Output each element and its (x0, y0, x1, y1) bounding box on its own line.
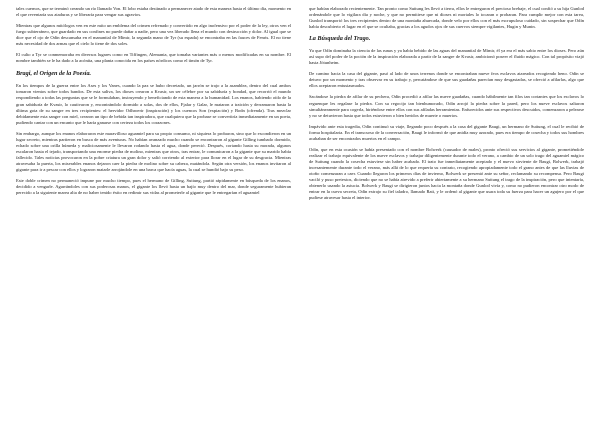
section-heading: La Búsqueda del Trago. (309, 35, 371, 43)
paragraph: Sacándose la piedra de afilar de su pechera, Odín procedió a afilar las nueve guadañas, cuando hábilmente tan filos tan cortantes que los esclavos lo reguenque les regalase la piedra. Con su regocijo tan bienhumorado, Odín arrojó la piedra sobre la pared, pero los nueve esclavos saltaron simultáneamente para cogerla, hiriéndose entre ellos con sus afiladas herramientas. Enfurecidos ante sus respectivos descuidos, comenzaron a pelearse y no se detuvieron hasta que todos estuvieron o bien heridos de muerte o muertos. (309, 94, 584, 118)
paragraph: El culto a Tyr se conmemoraba en diversos lugares como en Tiffingen, Alemania, que tomaba variantes más o menos modificadas en su nombre. El nombre también se le ha dado a la acónita, una planta conocida en los países nórdicos como el timón de Tyr. (16, 52, 291, 64)
paragraph: tales cuernos, que se terminó creando un río llamado Von. El lobo estaba destinado a permanecer atado de esta manera hasta el último día, momento en el que reventaría sus ataduras y se liberaría para vengar sus agravios. (16, 6, 291, 18)
section-heading: Bragi, el Origen de la Poesía. (16, 70, 92, 78)
paragraph: Sin embargo, aunque los enanos elaboraron este maravilloso aguamiel para su propio consumo, ni siquiera lo probaron, sino que lo escondieron en un lugar secreto, mientras partieron en busca de más aventuras. No habían avanzado mucho cuando se encontraron al gigante Gilling tumbado dormido, echado sobre una orilla húmeda y maliciosamente le llevaron rodando hasta el agua, donde pereció. Después, cortando hasta su morada, algunos escalaron hasta el tejado, transportando una enorme piedra de molino, mientras que otros, tras entrar, le comunicaron a la gigante que su marido había fallecido. Tales noticias provocaron en la pobre criatura un gran dolor y salió corriendo al exterior para llorar en el lugar de su desgracia. Mientras atravesaba la puerta, los miserables enanos dejaron caer la piedra de molino sobre su cabeza, matándola. Según otra versión, los enanos invitaron al gigante para ir a pescar con ellos y lograron matarle arrojándole en una barca que hacía aguas, la cual se hundió bajo su peso. (16, 130, 291, 172)
paragraph: Mientras que algunos mitólogos ven en este mito un emblema del crimen refrenado y convertido en algo inofensivo por el poder de la ley, otros ven el fuego subterráneo, que guardado en sus confines no puede dañar a nadie, pero una vez liberado llena el mundo con destrucción y dolor. Al igual que se dice que el ojo de Odín descansaba en el manantial de Mímir, la segunda mano de Tyr (su espada) se encontraba en las fauces de Fenris. El no tiene más necesidad de dos armas que el cielo lo tiene de dos soles. (16, 23, 291, 47)
paragraph: En los tiempos de la guerra entre los Ases y los Vanes, cuando la paz se hubo decretado, un jarrón se trajo a la asamblea, dentro del cual ambos tomaron vientos sobre todos bandos. De esta saliva, los dioses crearon a Kvasir, un ser célebre por su sabiduría y bondad, que recorrió el mundo respondiendo a todas las preguntas que se le formulaban, instruyendo y beneficiando de esta manera a la humanidad. Los enanos, habiendo oído de la gran sabiduría de Kvasir, lo cautivaron y, encontrándolo dormido a solas, dos de ellos, Fjalar y Galar, le mataron a traición y derramaron hasta la última gota de su sangre en tres recipientes: el hervidor Odhroerir (inspiración) y los cuencos Son (expiación) y Bodn (ofrenda). Tras mezclar debidamente esta sangre con miel, crearon un tipo de bebida tan inspiradora, que cualquiera que la probase se convertiría inmediatamente en un poeta, pudiendo cantar con un encanto que le haría ganarse con certeza todos los corazones. (16, 83, 291, 125)
paragraph: Ya que Odín dominaba la ciencia de las runas y ya había bebido de las aguas del manantial de Mímir, él ya era el más sabio entre los dioses. Pero aún así supo del poder de la poción de la inspiración elaborada a partir de la sangre de Kvasir, ambicionó poseer el fluido mágico. Con tal propósito viajó hasta Jötunheim. (309, 48, 584, 66)
left-column (16, 6, 291, 420)
right-column (309, 6, 584, 420)
paragraph: Impávido ante esta tragedia, Odín continuó su viaje, llegando poco después a la casa del gigante Baugi, un hermano de Suttung, el cual le recibió de forma hospitalaria. En el transcurso de la conversación, Baugi le informó de que anidía muy azorado, pues era tiempo de cosecha y todos sus hombres acababan de ser encontrados muertos en el campo. (309, 123, 584, 141)
paragraph: que habían elaborado recientemente. Tan pronto como Suttung les llevó a tierra, ellos le entregaron el precioso brebaje, el cual confió a su hija Gunlod ordenándole que lo vigilara día y noche, y que no permitiese que ni dioses ni mortales lo tocaran o probaran. Para cumplir mejor con esta tarea, Gunlod transportó los tres recipientes dentro de una montaña ahuecada, donde velo por ellos con el más escrupuloso cuidado, sin sospechar que Odín había descubierto el lugar en el que se ocultaba, gracias a los agudos ojos de sus cuervos siempre vigilantes, Hugin y Munin. (309, 6, 584, 30)
paragraph: Este doble crimen no permaneció impune por mucho tiempo, pues el hermano de Gilling, Suttung, partió rápidamente en búsqueda de los enanos, decidido a vengarle. Agarrándoles con sus poderosas manos, el gigante los llevó hasta un bajío muy dentro del mar, donde seguramente hubieran perecido a la siguiente marea alta de no haber tenido éxito en redimir sus vidas al prometerle al gigante que le entregarían el aguamiel (16, 178, 291, 196)
paragraph: De camino hacia la casa del gigante, pasó al lado de unos terrenos donde se encontraban nueve feos esclavos atareados recogiendo heno. Odín se detuvo por un momento y tras observar en su trabajo y, percatándose de que sus guadañas parecían muy desgastadas, se ofreció a afilarlas, algo que ellos aceptaron entusiasmados. (309, 71, 584, 89)
paragraph: Odín, que en esta ocasión se había presentado con el nombre Bolwerk (causador de males), pronto ofreció sus servicios al gigante, prometiéndole realizar el trabajo equivalente de los nueve esclavos y trabajar diligentemente durante todo el verano, a cambio de un solo trago del aguamiel mágico de Suttung cuando la cosecha estuviese sin haber acabado. El trato fue inmediatamente aceptado y el nuevo sirviente de Baugi, Bolwerk, trabajó incesantemente durante todo el verano, más allá de lo que requería su contrato, recogiendo apropiadamente todo el grano antes de que las lluvias de otoño comenzaran a caer. Cuando llegaron los primeros días de invierno, Bolwerk se presentó ante su señor, reclamando su recompensa. Pero Baugi vaciló y puso pretextos, diciendo que no se había atrevido a preferir abiertamente a su hermano Suttung el trago de la inspiración, pero que intentaría, obtenerlo usando la astucia. Bolwerk y Baugi se dirigieron juntos hacia la montaña donde Gunlod vivía y, como no pudieron encontrar otro modo de entrar en la cueva secreta, Odín extrajo su fiel taladro, llamado Rati, y le ordenó al gigante que usara toda su fuerza para hacer un agujero por el que pudiese atravesar hasta el interior. (309, 146, 584, 201)
